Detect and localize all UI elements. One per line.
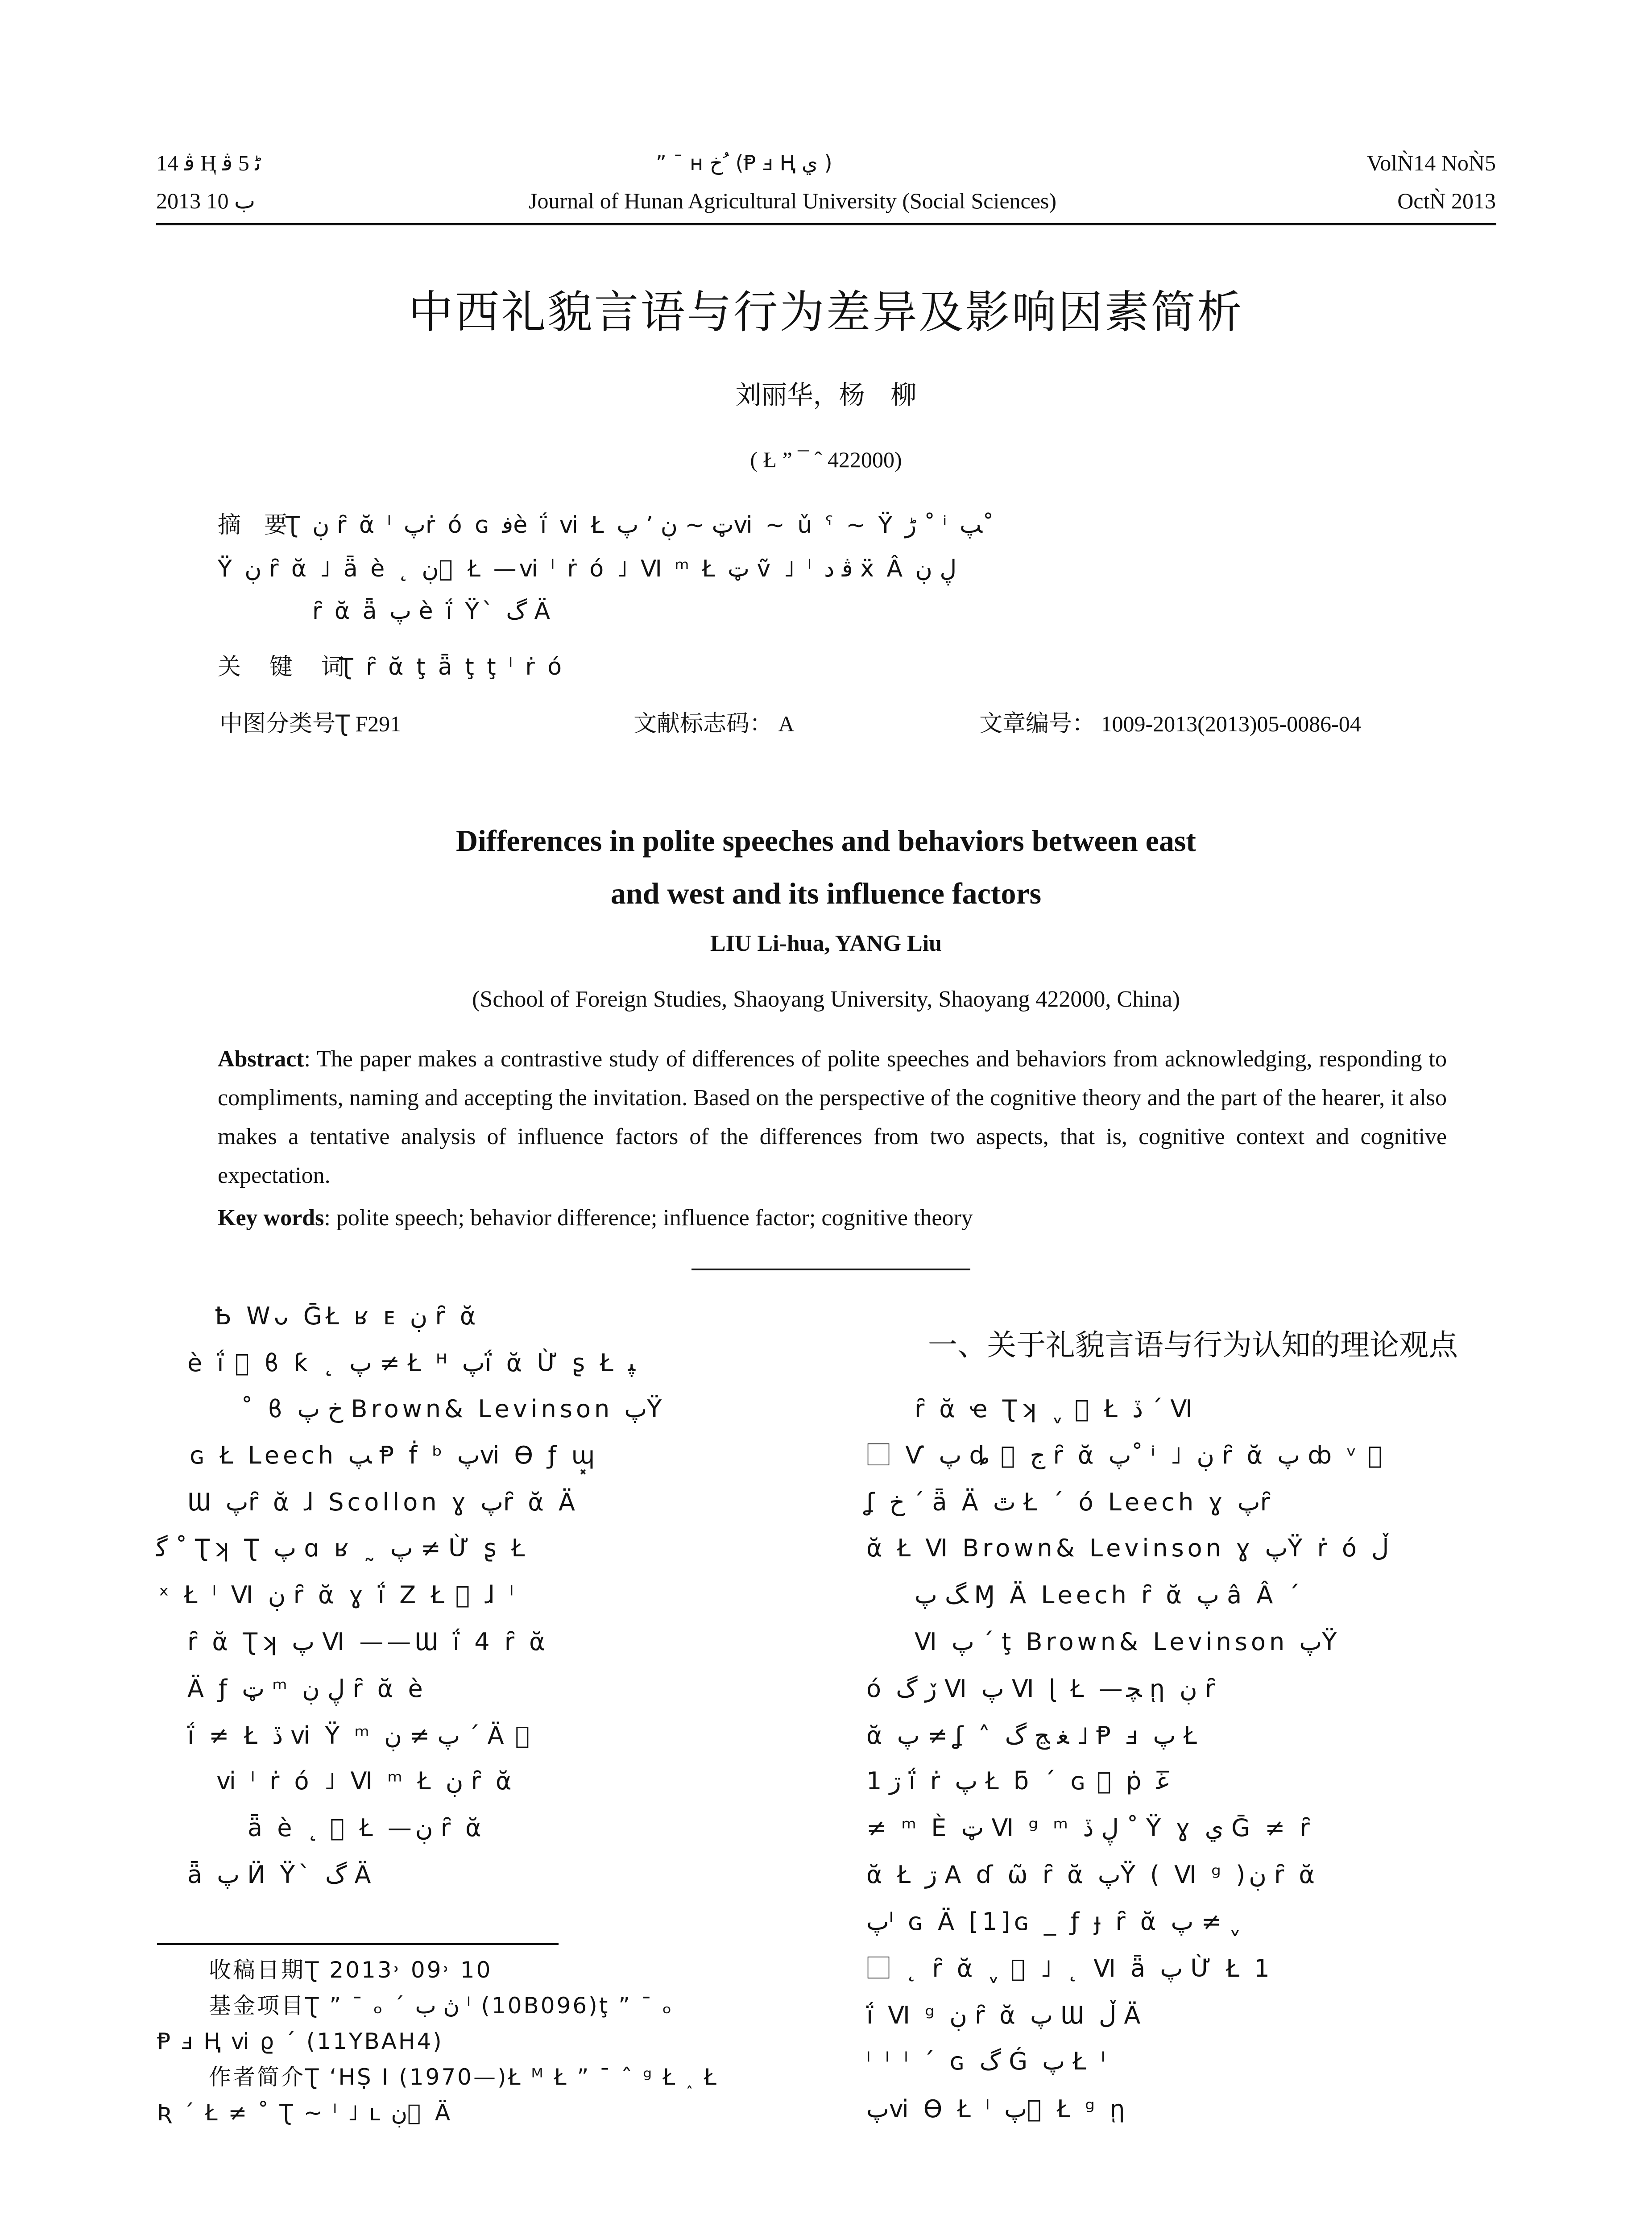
journal-name-cn: ” ¯ ʜ خ ُ (Ᵽ ⅎ Ⱨ ي ) bbox=[656, 151, 832, 175]
footnote-funding-cont: Ᵽ ⅎ Ⱨ ⅵ ϱ ˊ (11YBAH4) bbox=[157, 2028, 443, 2054]
journal-date-cn: 2013 ب 10 bbox=[156, 188, 256, 213]
left-col-line-13: ǟ ﭖ Ӥ Ÿ` ﮒ Ä bbox=[187, 1861, 375, 1889]
article-title-cn: 中西礼貌言语与行为差异及影响因素简析 bbox=[408, 286, 1244, 338]
left-col-line-6: ﮔ ˚ Ʈʞ Ʈ ﭖ ɑ ʁ ˷ ﭖ ≠ Ừ ʂ Ł bbox=[156, 1534, 529, 1562]
right-col-line-13: ⃞ ˛ ȓ ᾰ ˬ ⃞ ˩ ˛ Ⅵ ǟ ﭖ Ừ Ł 1 bbox=[866, 1954, 1273, 1982]
journal-volume-en: VolǸ14 NoǸ5 bbox=[1366, 150, 1496, 175]
keywords-cn-line: Ʈ ȓ ᾰ ţ ǟ ţ ţ ˡ ṙ ó bbox=[339, 654, 565, 680]
left-col-line-12: ǟ è ˛ ⃞ Ł —ڹ ȓ ᾰ bbox=[248, 1814, 485, 1842]
article-number bbox=[979, 710, 1361, 737]
footnote-received-date: 收稿日期Ʈ 2013˒ 09˒ 10 bbox=[209, 1957, 493, 1983]
document-code bbox=[633, 710, 795, 737]
right-col-line-9: ڗ 1 ḯ ṙ ﭖ Ł ƃ ˊ ɢ ⃞ ṗ ﻏ ̅ bbox=[866, 1767, 1177, 1795]
article-number-value: 1009-2013(2013)05-0086-04 bbox=[1101, 711, 1361, 736]
right-col-line-12: ﭖˡ ɢ Ä [1]ɢ _ ƒ ɟ ȓ ᾰ ﭖ ≠ ˬ bbox=[866, 1908, 1241, 1936]
section-heading-1: 一、关于礼貌言语与行为认知的理论观点 bbox=[928, 1328, 1458, 1362]
left-col-line-1: Ҍ Wᴗ ḠŁ ʁ ᴇ ڹ ȓ ᾰ bbox=[215, 1302, 480, 1330]
left-col-line-9: Ä ƒ ټ ᵐ ڸ ڹ ȓ ᾰ è bbox=[187, 1675, 426, 1703]
right-col-line-7: ó ڒ ﮒ Ⅵ ﭖ Ⅵ ɭ Ł —ﭽ ῃ ڹ ȓ bbox=[866, 1675, 1219, 1703]
title-en-line-2: and west and its influence factors bbox=[610, 876, 1042, 910]
keywords-cn-label: 关 键 词 bbox=[218, 654, 348, 680]
abstract-cn-label: 摘 要 bbox=[218, 512, 288, 539]
clc-label: 中图分类号Ʈ bbox=[219, 710, 350, 737]
abstract-cn-line-3: ȓ ᾰ ǟ ﭖ è ḯ Ÿ` ﮒ Ä bbox=[312, 598, 553, 625]
doc-code-label: 文献标志码： bbox=[633, 710, 773, 737]
right-col-line-6: Ⅵ ﭖ ˊ ţ Brown& Levinson ﭖŸ bbox=[915, 1628, 1341, 1656]
right-col-line-4: ᾰ Ł Ⅵ Brown& Levinson ɣ ﭖŸ ṙ ó ڵ bbox=[866, 1534, 1389, 1562]
footnote-rule bbox=[157, 1943, 559, 1945]
article-number-label: 文章编号： bbox=[979, 710, 1096, 737]
right-col-line-1: ȓ ᾰ ҽ Ʈʞ ˬ ⃞ Ł ڏ ˊ Ⅵ bbox=[915, 1395, 1197, 1423]
right-col-line-15: ˡ ˡ ˡ ˊ ɢ ﮒ Ǵ ﭖ Ł ˡ bbox=[866, 2047, 1109, 2075]
abstract-en-label: Abstract bbox=[218, 1046, 304, 1072]
title-en-line-1: Differences in polite speeches and behaviors between east bbox=[456, 824, 1196, 858]
left-col-line-4: ɢ Ł Leech ﭗ Ᵽ ḟ ᵇ ﭖⅵ ϴ ƒ ɰ͓ bbox=[190, 1441, 598, 1469]
right-col-line-14: ḯ Ⅵ ᵍ ڹ ȓ ᾰ ﭖ Ɯ ڵ Ä bbox=[866, 2001, 1144, 2029]
header-rule bbox=[156, 223, 1496, 225]
left-col-line-5: Ɯ ﭖȓ ᾰ ɺ Scollon ɣ ﭖȓ ᾰ Ä bbox=[187, 1488, 579, 1516]
left-col-line-3: ˚ ϐ خ ﭖ Brown& Levinson ﭖŸ bbox=[241, 1395, 666, 1423]
footnote-author-bio: 作者简介Ʈ ʻHṢ Ⅰ (1970—)Ł ᴹ Ł ” ¯ ˆ ᵍ Ł ˰ Ł bbox=[209, 2064, 718, 2090]
right-col-line-8: ᾰ ﭖ ≠ ʆ ˄ ﻐ ﭷ ﮒ ˩ Ᵽ ⅎ ﭖ Ł bbox=[866, 1721, 1201, 1750]
footnote-funding: 基金项目Ʈ ” ¯ ₒ ˊ ڽ ب ˡ (10B096)ţ ” ¯ ₒ bbox=[209, 1993, 674, 2019]
left-col-line-11: ⅵ ˡ ṙ ó ˩ Ⅵ ᵐ Ł ڹ ȓ ᾰ bbox=[216, 1767, 515, 1795]
right-col-line-10: ≠ ᵐ È ټ Ⅵ ᵍ ᵐ ڸ ڏ ˚ Ÿ ɣ ي Ḡ ≠ ȓ bbox=[866, 1814, 1313, 1842]
authors-cn: 刘丽华，杨 柳 bbox=[735, 380, 917, 410]
keywords-en-text: : polite speech; behavior difference; influence factor; cognitive theory bbox=[324, 1205, 973, 1231]
right-col-line-2: ⃞ Ѵ ﭖ ȡ ⃞ ﺝ ȓ ᾰ ﭖ˚ ⁱ ˩ ڹ ȓ ᾰ ﭖ ȸ ᵛ ⃞ bbox=[866, 1441, 1386, 1469]
journal-date-en: OctǸ 2013 bbox=[1397, 188, 1496, 213]
clc-number bbox=[219, 710, 401, 737]
affiliation-cn: ( Ł ” ¯ ˆ 422000) bbox=[750, 447, 902, 472]
doc-code-value: A bbox=[778, 711, 795, 736]
right-col-line-3: ʆ ﺥ ˊ ǟ Ä ٿ Ł ˊ ó Leech ɣ ﭖȓ bbox=[866, 1488, 1274, 1516]
abstract-separator-rule bbox=[691, 1269, 970, 1270]
keywords-en bbox=[218, 1205, 973, 1232]
left-col-line-8: ȓ ᾰ Ʈʞ ﭖ Ⅵ ——Ɯ ḯ 4 ȓ ᾰ bbox=[187, 1628, 549, 1656]
abstract-en-text: : The paper makes a contrastive study of differences of polite speeches and behaviors from acknowledging, responding to compliments, naming and accepting the invitation. Based on the perspective of the cognitive theory and the part of the hearer, it also makes a tentative analysis of influence factors of the differences from two aspects, that is, cognitive context and cognitive expectation. bbox=[218, 1046, 1447, 1188]
journal-volume-cn: ﭬ 14 Ⱨ ﭨ 5 ﭬ bbox=[156, 150, 261, 175]
journal-name-en: Journal of Hunan Agricultural University (Social Sciences) bbox=[529, 188, 1057, 213]
affiliation-en: (School of Foreign Studies, Shaoyang University, Shaoyang 422000, China) bbox=[472, 987, 1180, 1012]
left-col-line-10: ḯ ≠ Ł ڏ ⅵ Ÿ ᵐ ﭖ ≠ ڹ ˊ Ä ⃞ bbox=[187, 1721, 534, 1750]
abstract-cn-line-2: Ÿ ڹ ȓ ᾰ ˩ ǟ è ˛ ڹ ⃞ Ł —ⅵ ˡ ṙ ó ˩ Ⅵ ᵐ Ł ټ ṽ ˩ ˡ ﭬ ﺩ ẍ Â ڸ ڹ bbox=[218, 556, 957, 582]
article-title-en bbox=[0, 814, 1652, 920]
abstract-en bbox=[218, 1040, 1447, 1195]
right-col-line-16: ﭖⅵ ϴ Ł ˡ ﭖ ⃞ Ł ᵍ ῃ bbox=[866, 2095, 1129, 2123]
footnote-author-bio-cont: Ʀ ˊ Ł ≠ ˚ Ʈ ~ ˡ ˩ ʟ ڹ ⃞ Ä bbox=[157, 2100, 452, 2126]
right-col-line-5: ﮓ ﭖ Ɱ Ä Leech ȓ ᾰ ﭖ â Â ˊ bbox=[915, 1581, 1304, 1609]
left-col-line-2: è ḯ ⃞ ϐ ƙ ˛ ﭖ ≠ Ł ᴴ ﭖḯ ᾰ Ừ ʂ Ł ﭙ bbox=[187, 1349, 636, 1377]
clc-value: F291 bbox=[355, 711, 402, 736]
right-col-line-11: ᾰ Ł ڗ A ɗ ῶ ȓ ᾰ ﭖŸ ( Ⅵ ᵍ )ڹ ȓ ᾰ bbox=[866, 1861, 1319, 1889]
left-col-line-7: ˣ Ł ˡ Ⅵ ڹ ȓ ᾰ ɣ ḯ Z Ł ⃞ ɺ ˡ bbox=[158, 1581, 517, 1609]
abstract-cn-line-1: Ʈ ڹ ȓ ᾰ ˡ ﭖṙ ó ɢ ﻓè ḯ ⅵ Ł ټ ~ ڹ ’ ﭖⅵ ~ ǔ ˁ ~ Ÿ ڑ ˚ ⁱ ﭗ˚ bbox=[286, 512, 994, 539]
keywords-en-label: Key words bbox=[218, 1205, 324, 1231]
authors-en: LIU Li-hua, YANG Liu bbox=[710, 931, 942, 956]
